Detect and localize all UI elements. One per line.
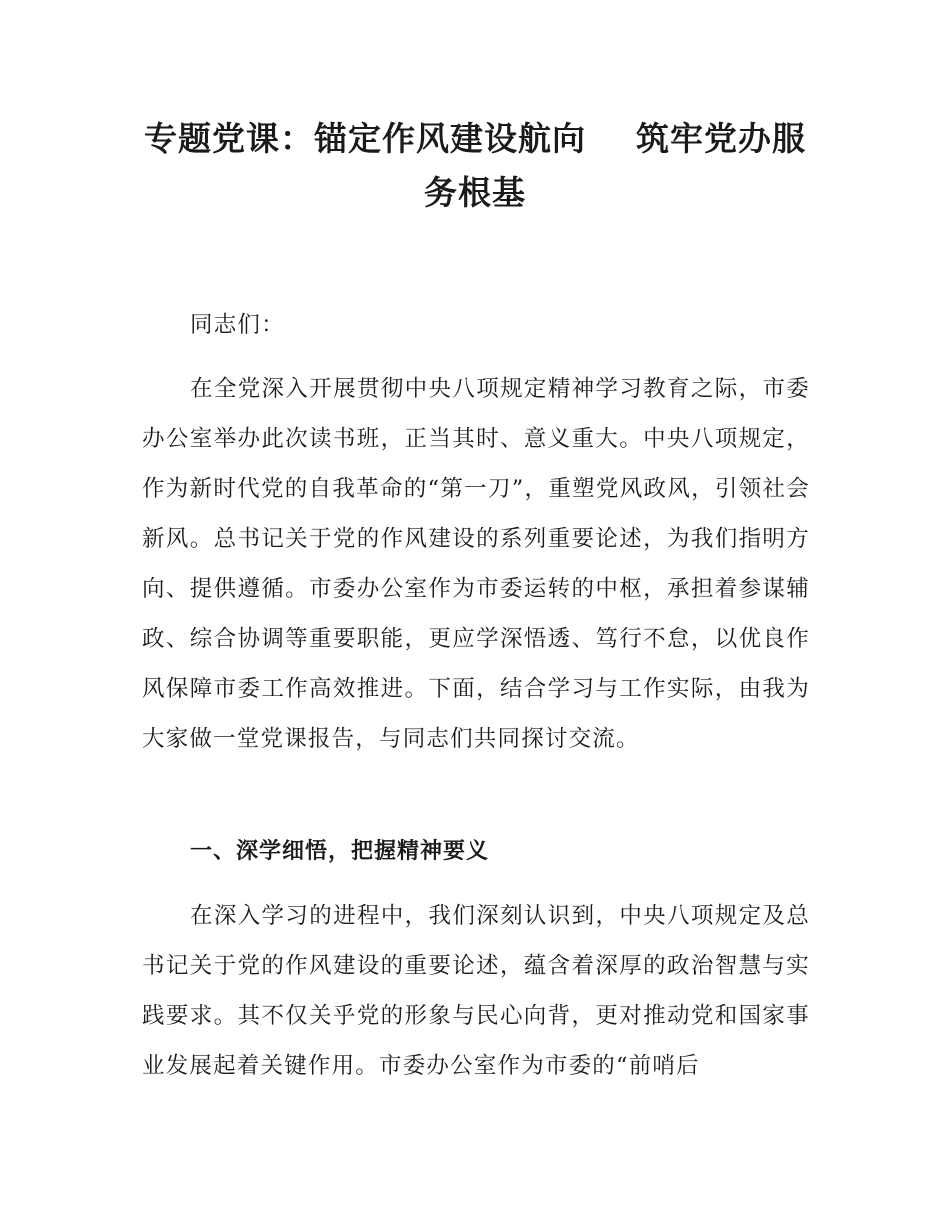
title-part1: 专题党课：锚定作风建设航向 [144, 119, 586, 158]
salutation: 同志们： [190, 312, 285, 338]
section-heading: 一、深学细悟，把握精神要义 [190, 839, 490, 864]
document-title [130, 112, 820, 220]
intro-paragraph: 在全党深入开展贯彻中央八项规定精神学习教育之际，市委办公室举办此次读书班，正当其时、意义重大。中央八项规定，作为新时代党的自我革命的“第一刀”，重塑党风政风，引领社会新风。总书记关于党的作风建设的系列重要论述，为我们指明方向、提供遵循。市委办公室作为市委运转的中枢，承担着参谋辅政、综合协调等重要职能，更应学深悟透、笃行不怠，以优良作风保障市委工作高效推进。下面，结合学习与工作实际，由我为大家做一堂党课报告，与同志们共同探讨交流。 [142, 376, 810, 752]
section-paragraph: 在深入学习的进程中，我们深刻认识到，中央八项规定及总书记关于党的作风建设的重要论述，蕴含着深厚的政治智慧与实践要求。其不仅关乎党的形象与民心向背，更对推动党和国家事业发展起着关键作用。市委办公室作为市委的“前哨后 [142, 903, 810, 1079]
title-part2: 筑牢党办服务根基 [424, 119, 806, 212]
